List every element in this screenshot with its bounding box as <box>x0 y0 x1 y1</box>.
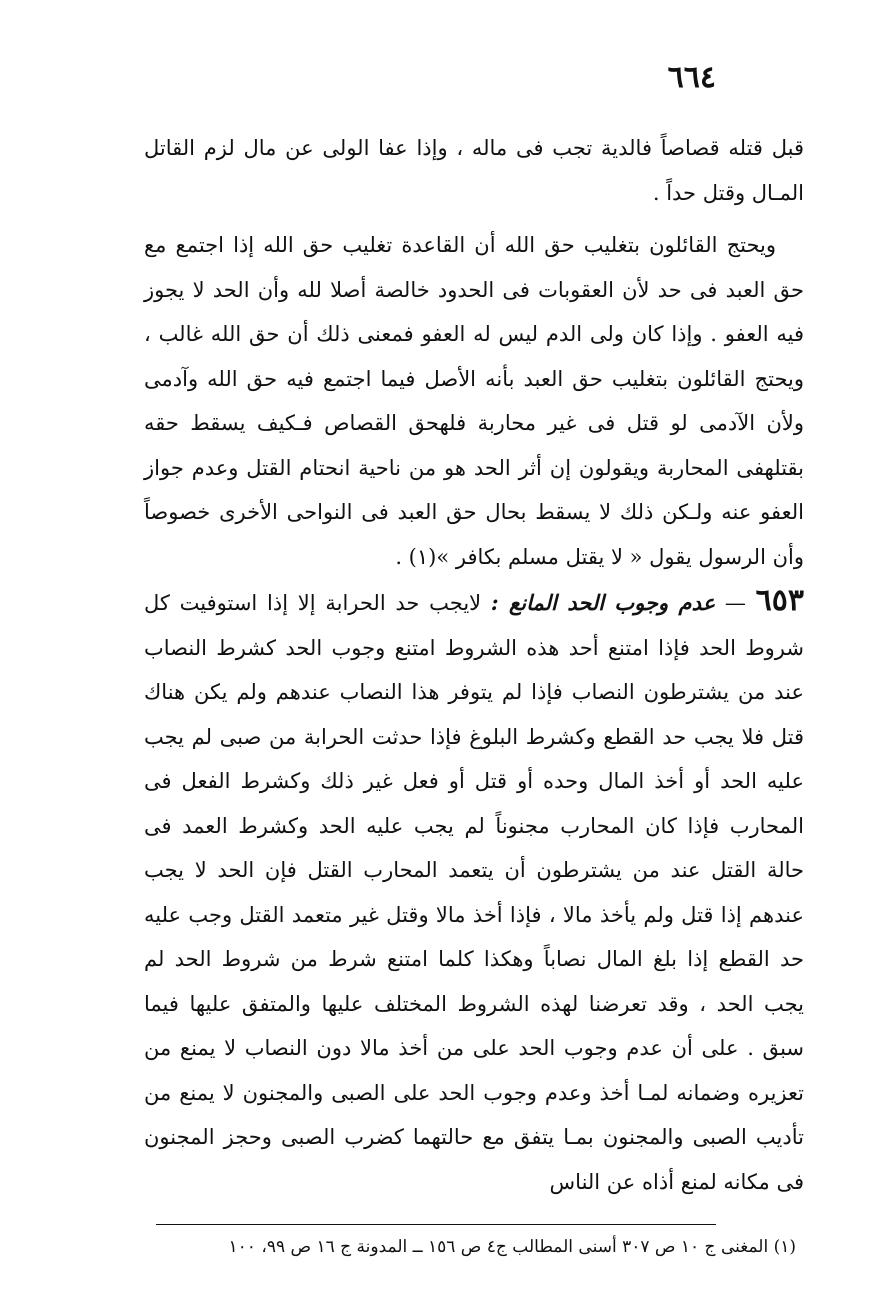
footnote: (١) المغنى ج ١٠ ص ٣٠٧ أسنى المطالب ج٤ ص ١٥٦ ــ المدونة ج ١٦ ص ٩٩، ١٠٠ <box>228 1237 796 1257</box>
page-number: ٦٦٤ <box>667 60 716 95</box>
paragraph-arguments: ويحتج القائلون بتغليب حق الله أن القاعدة تغليب حق الله إذا اجتمع مع حق العبد فى حد لأن العقوبات فى الحدود خالصة أصلا لله وأن الحد لا يجوز فيه العفو . وإذا كان ولى الدم ليس له العفو فمعنى ذلك أن حق الله غالب ، ويحتج القائلون بتغليب حق العبد بأنه الأصل فيما اجتمع فيه حق الله وآدمى ولأن الآدمى لو قتل فى غير محاربة فلهحق القصاص فـكيف يسقط حقه بقتلهفى المحاربة ويقولون إن أثر الحد هو من ناحية انحتام القتل وعدم جواز العفو عنه ولـكن ذلك لا يسقط بحال حق العبد فى النواحى الأخرى خصوصاً وأن الرسول يقول « لا يقتل مسلم بكافر »(١) . <box>144 233 804 569</box>
paragraph-continuation: قبل قتله قصاصاً فالدية تجب فى ماله ، وإذا عفا الولى عن مال لزم القاتل المـال وقتل حداً . <box>144 136 804 205</box>
section-653 <box>144 579 804 1204</box>
section-title: عدم وجوب الحد المانع : <box>490 590 716 615</box>
section-text: لايجب حد الحرابة إلا إذا استوفيت كل شروط الحد فإذا امتنع أحد هذه الشروط امتنع وجوب الحد كشرط النصاب عند من يشترطون النصاب فإذا لم يتوفر هذا النصاب عندهم ولم يكن هناك قتل فلا يجب حد القطع وكشرط البلوغ فإذا حدثت الحرابة من صبى لم يجب عليه الحد أو أخذ المال وحده أو قتل أو فعل غير ذلك وكشرط الفعل فى المحارب فإذا كان المحارب مجنوناً لم يجب عليه الحد وكشرط العمد فى حالة القتل عند من يشترطون أن يتعمد المحارب القتل فإن الحد لا يجب عندهم إذا قتل ولم يأخذ مالا ، فإذا أخذ مالا وقتل غير متعمد القتل وجب عليه حد القطع إذا بلغ المال نصاباً وهكذا كلما امتنع شرط من شروط الحد لم يجب الحد ، وقد تعرضنا لهذه الشروط المختلف عليها والمتفق عليها فيما سبق . على أن عدم وجوب الحد على من أخذ مالا دون النصاب لا يمنع من تعزيره وضمانه لمـا أخذ وعدم وجوب الحد على الصبى والمجنون لا يمنع من تأديب الصبى والمجنون بمـا يتفق مع حالتهما كضرب الصبى وحجز المجنون فى مكانه لمنع أذاه عن الناس <box>144 591 804 1194</box>
section-dash: — <box>724 591 746 615</box>
body-text <box>144 126 804 1204</box>
footnote-divider <box>156 1224 716 1225</box>
section-number: ٦٥٣ <box>755 583 804 618</box>
